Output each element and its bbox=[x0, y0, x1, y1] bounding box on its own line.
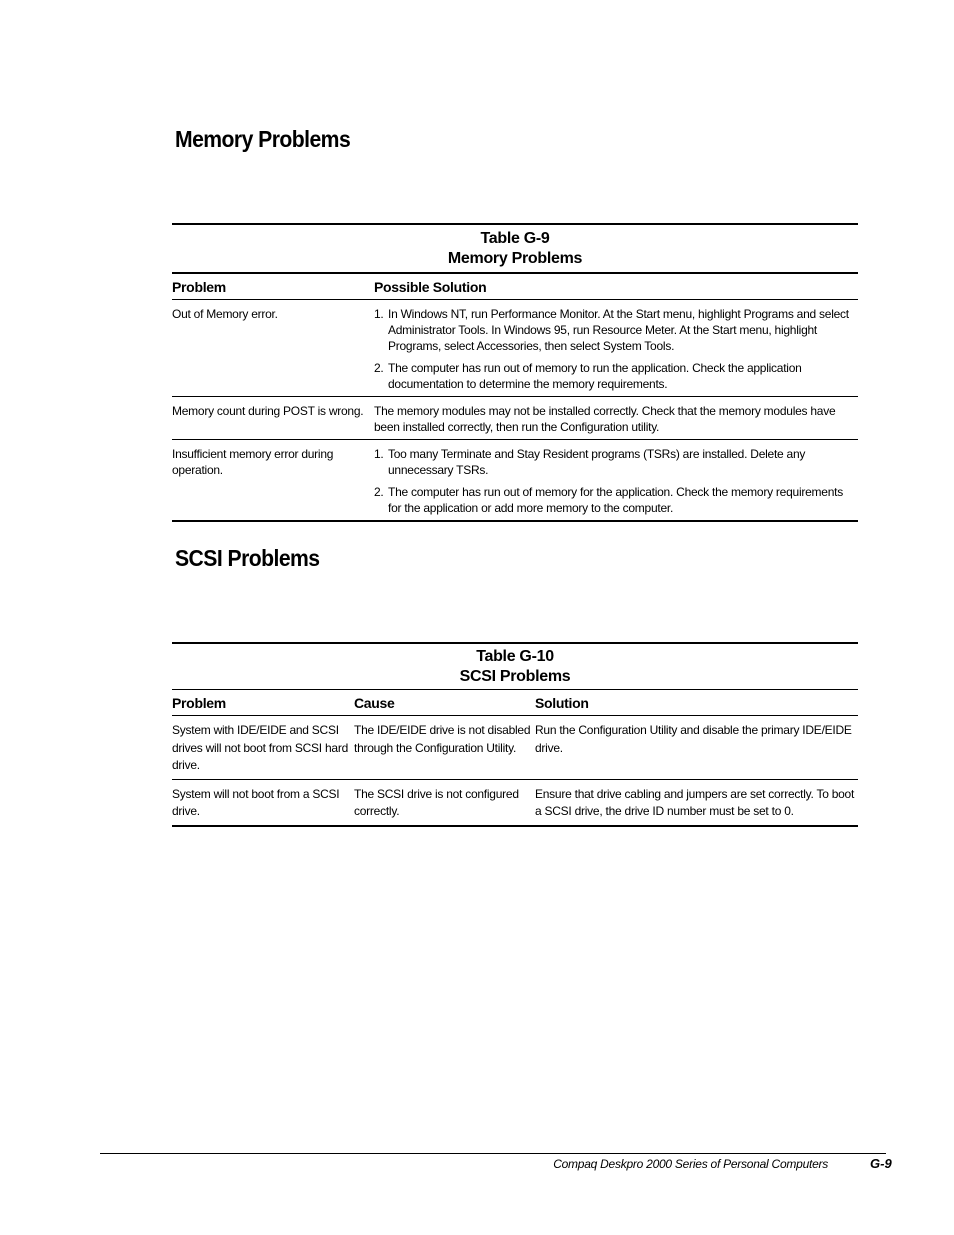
solution-cell: The memory modules may not be installed correctly. Check that the memory modules have been installed correctly, then run the Configuration utility. bbox=[374, 404, 836, 434]
memory-problems-table bbox=[172, 223, 858, 522]
step-number: 1. bbox=[374, 307, 384, 321]
table-row bbox=[172, 300, 858, 397]
solution-cell: Ensure that drive cabling and jumpers are set correctly. To boot a SCSI drive, the drive ID number must be set to 0. bbox=[535, 786, 855, 818]
cause-cell: The IDE/EIDE drive is not disabled through the Configuration Utility. bbox=[354, 723, 531, 755]
table-row bbox=[172, 440, 858, 522]
problem-cell: Insufficient memory error during operation. bbox=[172, 447, 334, 477]
table-row bbox=[172, 397, 858, 440]
solution-step bbox=[374, 360, 858, 392]
table-number: Table G-10 bbox=[476, 648, 554, 665]
problem-cell: System will not boot from a SCSI drive. bbox=[172, 786, 340, 818]
step-number: 1. bbox=[374, 447, 384, 461]
solution-list bbox=[374, 306, 858, 392]
column-header-cause: Cause bbox=[354, 695, 395, 711]
table-header-row bbox=[172, 272, 858, 300]
table-title: SCSI Problems bbox=[459, 668, 571, 685]
column-header-problem: Problem bbox=[172, 279, 226, 295]
step-number: 2. bbox=[374, 485, 384, 499]
memory-problems-heading: Memory Problems bbox=[175, 126, 351, 152]
table-caption bbox=[172, 644, 858, 689]
problem-cell: System with IDE/EIDE and SCSI drives will not boot from SCSI hard drive. bbox=[172, 723, 348, 772]
solution-list bbox=[374, 446, 858, 516]
column-header-solution: Solution bbox=[535, 695, 589, 711]
page-number: G-9 bbox=[870, 1156, 892, 1171]
cause-cell: The SCSI drive is not configured correctly. bbox=[354, 786, 519, 818]
step-text: The computer has run out of memory for the application. Check the memory requirements for the application or add more memory to the computer. bbox=[388, 485, 843, 515]
solution-cell bbox=[374, 306, 858, 392]
table-number: Table G-9 bbox=[480, 230, 550, 247]
step-text: Too many Terminate and Stay Resident programs (TSRs) are installed. Delete any unnecessary TSRs. bbox=[388, 447, 806, 477]
solution-cell: Run the Configuration Utility and disable the primary IDE/EIDE drive. bbox=[535, 723, 852, 755]
footer-divider bbox=[100, 1153, 886, 1154]
problem-cell: Out of Memory error. bbox=[172, 307, 278, 321]
table-row bbox=[172, 780, 858, 827]
solution-cell bbox=[374, 446, 858, 516]
step-number: 2. bbox=[374, 361, 384, 375]
footer-title: Compaq Deskpro 2000 Series of Personal Computers bbox=[553, 1157, 828, 1171]
step-text: The computer has run out of memory to run the application. Check the application documentation to determine the memory requirements. bbox=[388, 361, 802, 391]
solution-step bbox=[374, 484, 858, 516]
table-row bbox=[172, 716, 858, 780]
solution-step bbox=[374, 446, 858, 478]
table-header-row bbox=[172, 689, 858, 716]
scsi-problems-heading: SCSI Problems bbox=[175, 545, 320, 571]
column-header-possible-solution: Possible Solution bbox=[374, 279, 487, 295]
table-caption bbox=[172, 225, 858, 272]
solution-step bbox=[374, 306, 858, 354]
problem-cell: Memory count during POST is wrong. bbox=[172, 404, 364, 418]
scsi-problems-table bbox=[172, 642, 858, 827]
column-header-problem: Problem bbox=[172, 695, 226, 711]
table-title: Memory Problems bbox=[447, 250, 583, 267]
step-text: In Windows NT, run Performance Monitor. At the Start menu, highlight Programs and select Administrator Tools. In Windows 95, run Resource Meter. At the Start menu, highlight Programs, select Accessories, then select System Tools. bbox=[388, 307, 849, 353]
